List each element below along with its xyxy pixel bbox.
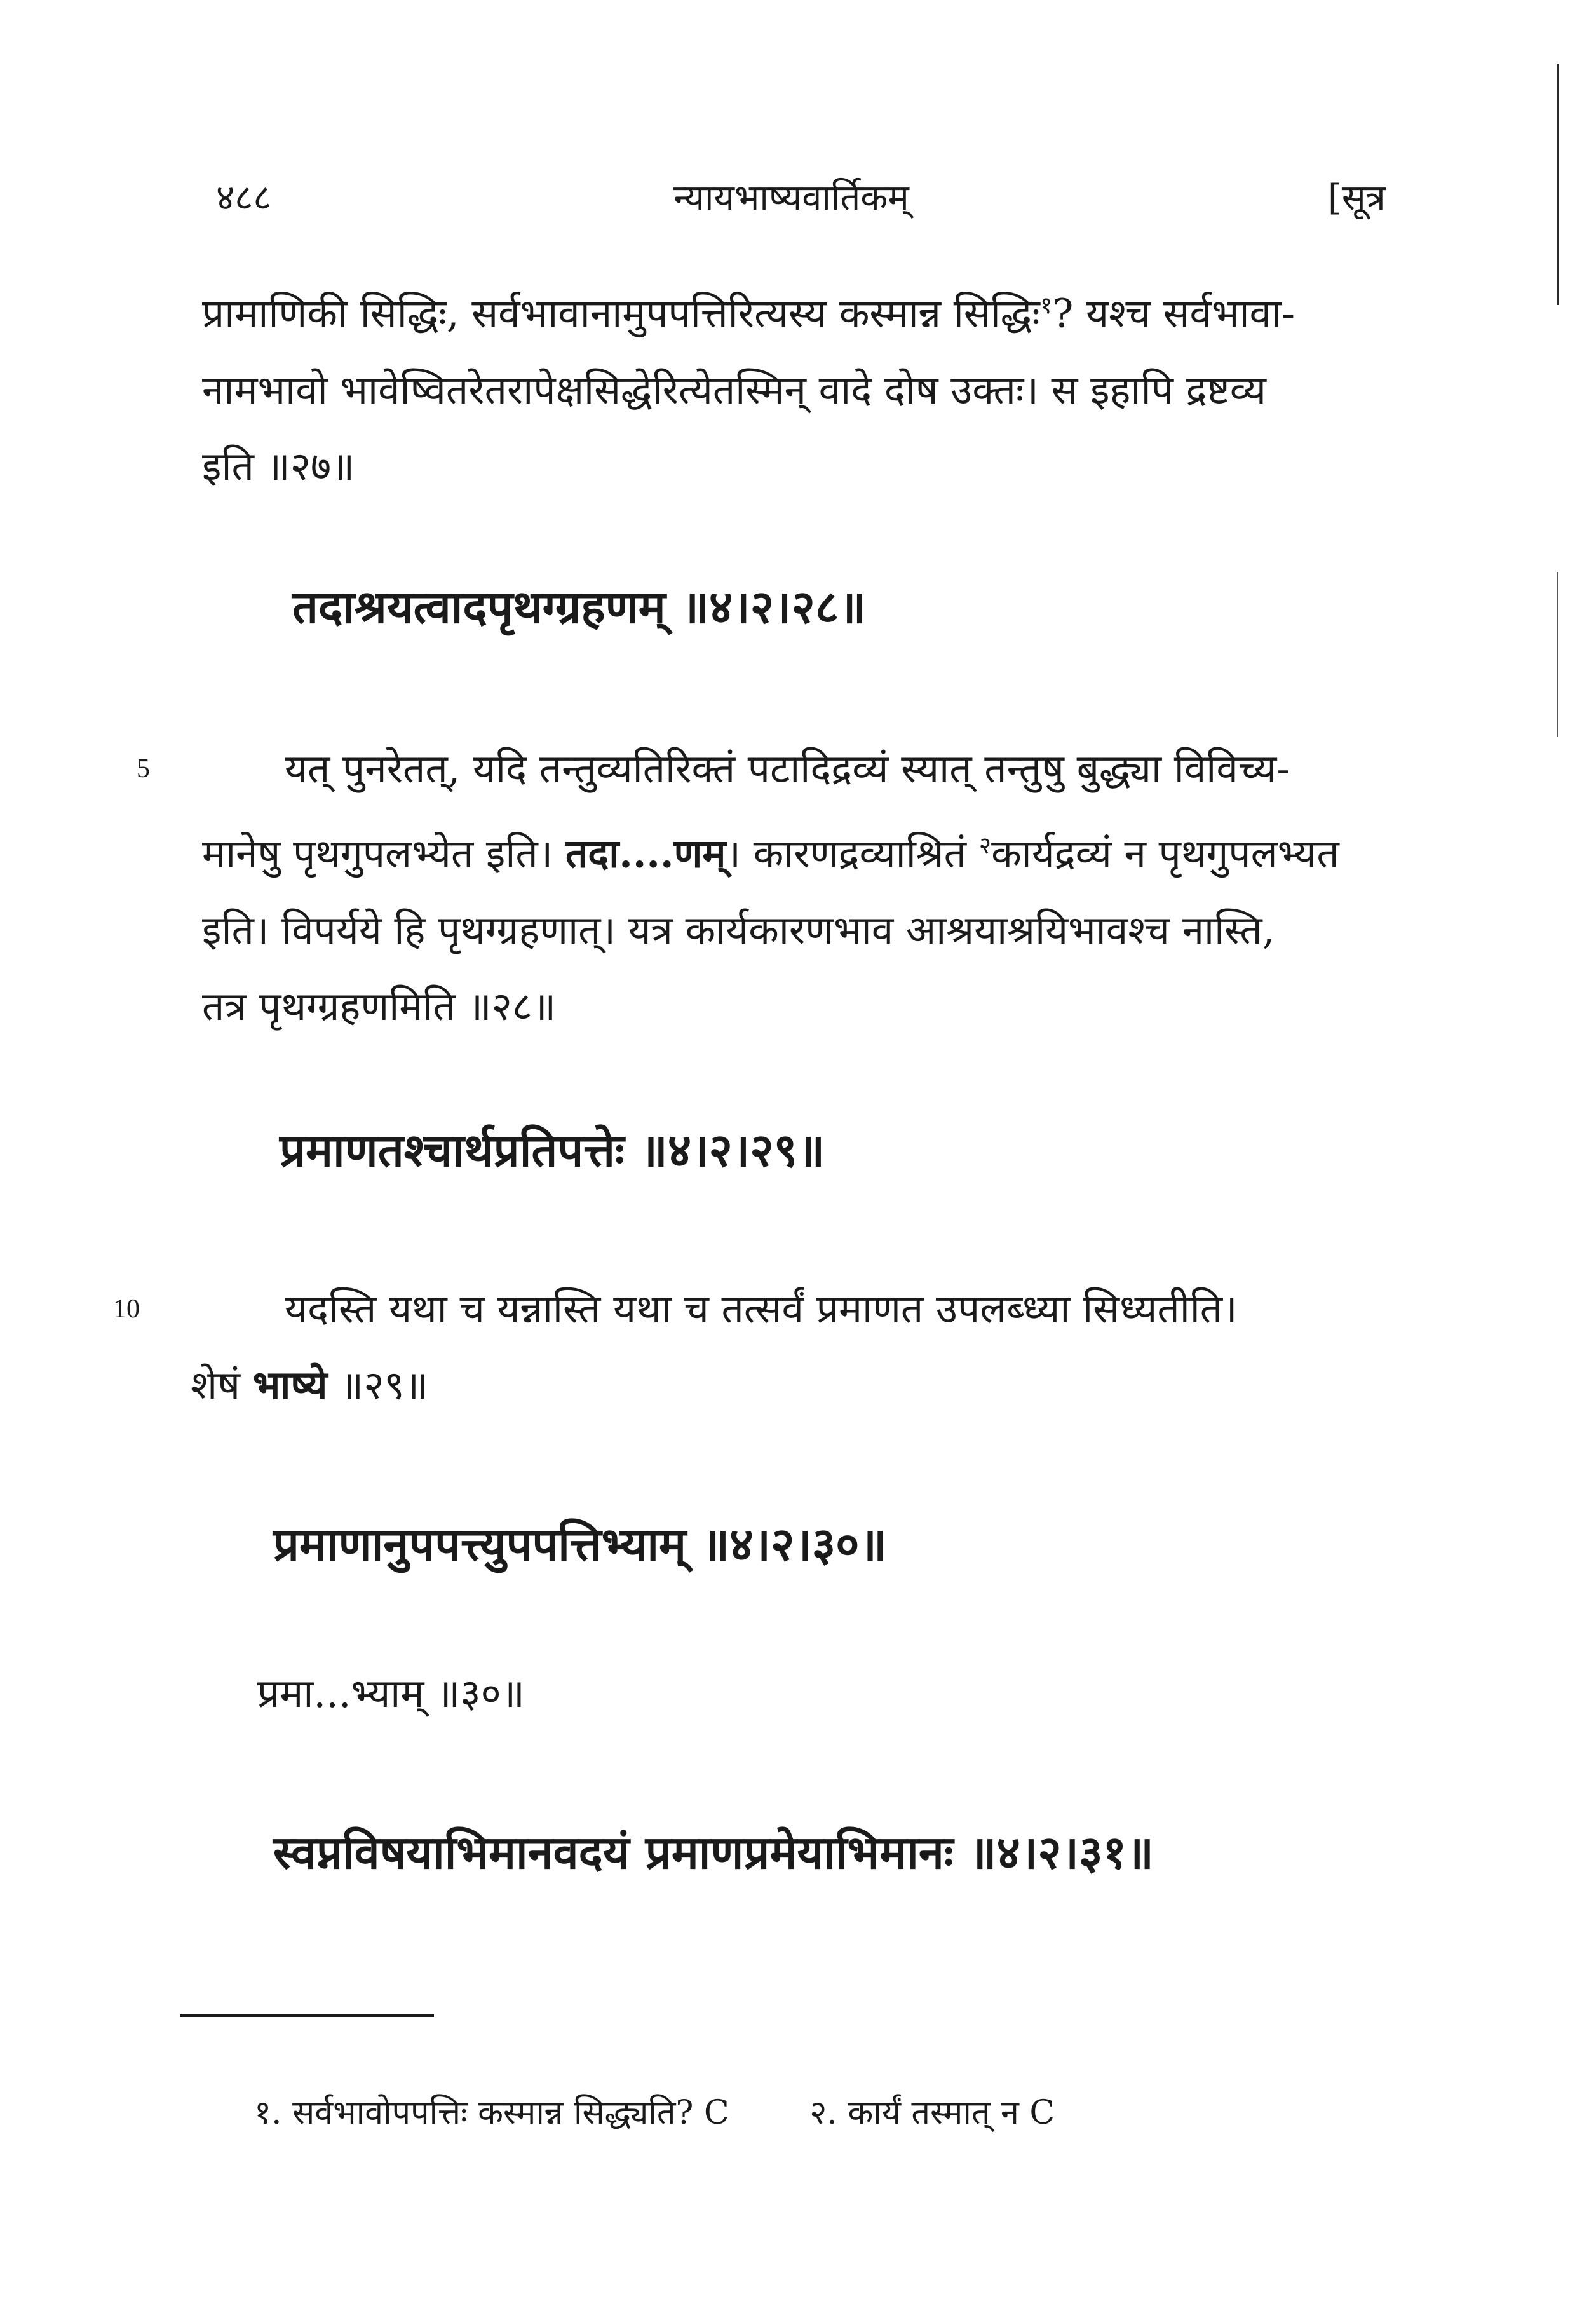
text-line: यत् पुनरेतत्, यदि तन्तुव्यतिरिक्तं पटादिद्रव्यं स्यात् तन्तुषु बुद्ध्या विविच्य- xyxy=(285,745,1290,792)
text-line: मानेषु पृथगुपलभ्येत इति। तदा....णम्। कारणद्रव्याश्रितं $^२$कार्यद्रव्यं न पृथगुपलभ्यत xyxy=(202,830,1339,877)
text-line: प्रामाणिकी सिद्धिः, सर्वभावानामुपपत्तिरित्यस्य कस्मान्न सिद्धिः$^१$? यश्च सर्वभावा- xyxy=(202,290,1295,337)
text-line: इति। विपर्यये हि पृथग्ग्रहणात्। यत्र कार्यकारणभाव आश्रयाश्रयिभावश्च नास्ति, xyxy=(202,906,1275,953)
sutra-heading-31: स्वप्नविषयाभिमानवदयं प्रमाणप्रमेयाभिमानः ॥४।२।३१॥ xyxy=(273,1825,1154,1879)
footnotes xyxy=(254,2084,1125,2142)
line-number: 5 xyxy=(137,754,150,784)
text-line: यदस्ति यथा च यन्नास्ति यथा च तत्सर्वं प्रमाणत उपलब्ध्या सिध्यतीति। xyxy=(285,1286,1238,1332)
text-line: तत्र पृथग्ग्रहणमिति ॥२८॥ xyxy=(202,982,557,1029)
running-title: न्यायभाष्यवार्तिकम् xyxy=(673,177,909,219)
text-line: शेषं भाष्ये ॥२९॥ xyxy=(191,1362,428,1408)
footnote-divider xyxy=(180,2014,434,2017)
paragraph-28 xyxy=(202,731,1396,1045)
page-number: ४८८ xyxy=(216,177,272,219)
bold-citation: भाष्ये xyxy=(252,1362,328,1408)
sutra-heading-29: प्रमाणतश्चार्थप्रतिपत्तेः ॥४।२।२९॥ xyxy=(280,1123,825,1177)
paragraph-27 xyxy=(202,267,1396,505)
footnote-2: २. कार्यं तस्मात् न C xyxy=(809,2094,1055,2132)
paragraph-30: प्रमा...भ्याम् ॥३०॥ xyxy=(257,1670,525,1716)
scan-edge-mark xyxy=(1557,64,1559,305)
footnote-marker: १ xyxy=(1039,291,1053,319)
line-number: 10 xyxy=(113,1294,140,1324)
bold-citation: तदा....णम् xyxy=(565,830,726,877)
text-line: नामभावो भावेष्वितरेतरापेक्षसिद्धेरित्येतस्मिन् वादे दोष उक्तः। स इहापि द्रष्टव्य xyxy=(202,366,1266,413)
scan-edge-mark xyxy=(1557,572,1558,737)
footnote-marker: २ xyxy=(978,831,992,859)
paragraph-29 xyxy=(191,1271,1396,1423)
footnote-1: १. सर्वभावोपपत्तिः कस्मान्न सिद्ध्यति? C xyxy=(254,2094,729,2132)
text-line: इति ॥२७॥ xyxy=(202,442,355,489)
section-label: [सूत्र xyxy=(1328,177,1386,219)
sutra-heading-28: तदाश्रयत्वादपृथग्ग्रहणम् ॥४।२।२८॥ xyxy=(292,580,867,634)
sutra-heading-30: प्रमाणानुपपत्त्युपपत्तिभ्याम् ॥४।२।३०॥ xyxy=(273,1517,887,1571)
